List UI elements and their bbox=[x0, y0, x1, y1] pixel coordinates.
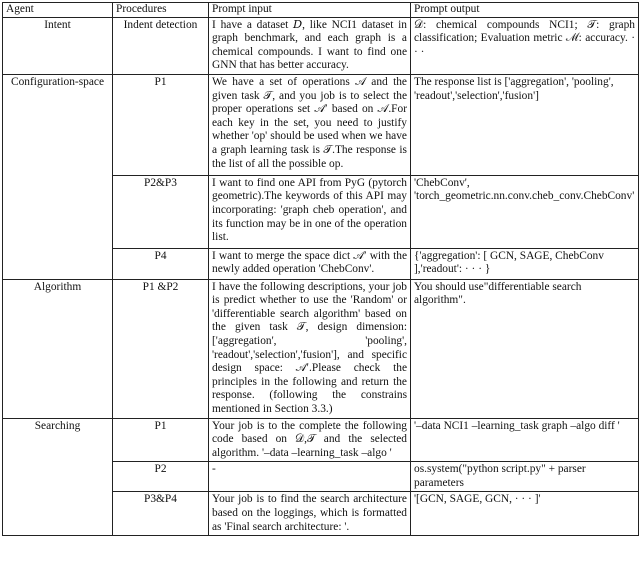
prompt-output-cell: os.system("python script.py" + parser parameters bbox=[411, 462, 639, 492]
agent-cell-intent: Intent bbox=[3, 17, 113, 74]
procedure-cell: Indent detection bbox=[113, 17, 209, 74]
prompt-output-cell: The response list is ['aggregation', 'pooling', 'readout','selection','fusion'] bbox=[411, 74, 639, 175]
procedure-cell: P1 &P2 bbox=[113, 279, 209, 418]
table-row bbox=[3, 418, 639, 462]
prompt-input-cell: I want to merge the space dict 𝒜′ with the newly added operation 'ChebConv'. bbox=[209, 248, 411, 279]
prompt-input-cell: I want to find one API from PyG (pytorch geometric).The keywords of this API may incorporating: 'graph cheb operation', and its function may be in one of the operation list. bbox=[209, 175, 411, 248]
procedure-cell: P2&P3 bbox=[113, 175, 209, 248]
header-prompt-input: Prompt input bbox=[209, 3, 411, 18]
prompt-input-cell: I have the following descriptions, your job is predict whether to use the 'Random' or 'differentiable search algorithm' based on the given task 𝒯, design dimension: ['aggregation', 'pooling', 'readout','selection','fusion'], and specific design space: 𝒜′.Please check the principles in the following and return the response. (following the constrains mentioned in Section 3.3.) bbox=[209, 279, 411, 418]
prompt-output-cell bbox=[411, 175, 639, 248]
agent-label: Configuration-space bbox=[11, 75, 104, 88]
prompt-output-cell: You should use"differentiable search algorithm". bbox=[411, 279, 639, 418]
header-agent: Agent bbox=[3, 3, 113, 18]
procedure-cell: P1 bbox=[113, 418, 209, 462]
prompt-output-cell: 𝒟: chemical compounds NCI1; 𝒯: graph classification; Evaluation metric ℳ: accuracy. · · · bbox=[411, 17, 639, 74]
table-row bbox=[3, 17, 639, 74]
prompt-input-cell: We have a set of operations 𝒜 and the given task 𝒯, and you job is to select the proper operations set 𝒜′ based on 𝒜.For each key in the set, you need to justify whether 'op' should be used when we have a graph learning task is 𝒯.The response is the list of all the possible op. bbox=[209, 74, 411, 175]
prompt-input-cell: I have a dataset 𝐷, like NCI1 dataset in graph benchmark, and each graph is a chemical compounds. I want to find one GNN that has better accuracy. bbox=[209, 17, 411, 74]
prompt-output-cell: {'aggregation': [ GCN, SAGE, ChebConv ],'readout': · · · } bbox=[411, 248, 639, 279]
prompt-input-cell: Your job is to the complete the following code based on 𝒟,𝒯 and the selected algorithm. '–data –learning_task –algo ' bbox=[209, 418, 411, 462]
prompt-input-cell: Your job is to find the search architecture based on the loggings, which is formatted as 'Final search architecture: '. bbox=[209, 492, 411, 536]
agent-cell-configuration-space bbox=[3, 74, 113, 279]
prompt-table bbox=[2, 2, 639, 536]
output-text: 'ChebConv', 'torch_geometric.nn.conv.cheb_conv.ChebConv' bbox=[414, 176, 635, 203]
agent-label: Searching bbox=[34, 419, 81, 432]
procedure-cell: P3&P4 bbox=[113, 492, 209, 536]
header-procedures: Procedures bbox=[113, 3, 209, 18]
procedure-cell: P1 bbox=[113, 74, 209, 175]
procedure-cell: P2 bbox=[113, 462, 209, 492]
table-row bbox=[3, 74, 639, 175]
prompt-input-cell: - bbox=[209, 462, 411, 492]
agent-cell-searching bbox=[3, 418, 113, 536]
agent-cell-algorithm: Algorithm bbox=[3, 279, 113, 418]
header-row bbox=[3, 3, 639, 18]
header-prompt-output: Prompt output bbox=[411, 3, 639, 18]
prompt-output-cell: '[GCN, SAGE, GCN, · · · ]' bbox=[411, 492, 639, 536]
procedure-cell: P4 bbox=[113, 248, 209, 279]
table-row bbox=[3, 279, 639, 418]
prompt-output-cell: '–data NCI1 –learning_task graph –algo diff ' bbox=[411, 418, 639, 462]
